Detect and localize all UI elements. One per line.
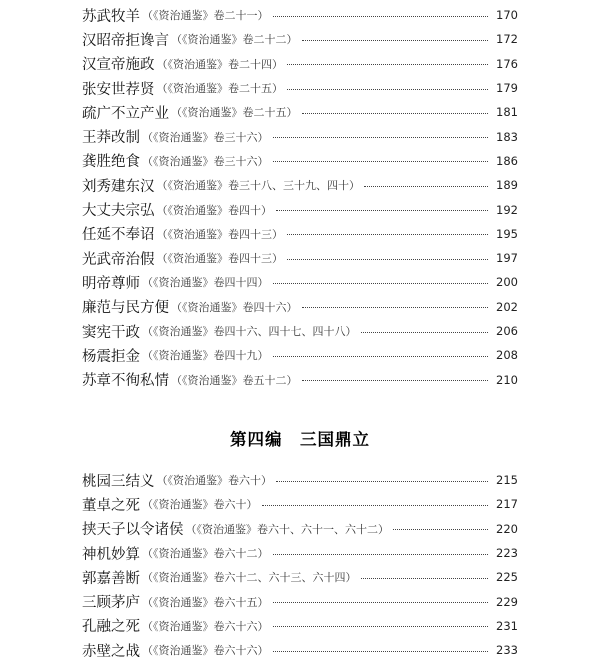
section-heading: 第四编 三国鼎立 xyxy=(230,430,370,449)
entry-title: 挟天子以令诸侯 xyxy=(82,522,184,539)
entry-source: （《资治通鉴》卷二十五） xyxy=(156,82,283,96)
entry-title: 苏武牧羊 xyxy=(82,8,140,25)
dot-leader xyxy=(302,40,489,41)
toc-entry xyxy=(82,100,518,124)
toc-entry xyxy=(82,638,518,662)
entry-page-number: 206 xyxy=(496,324,518,338)
dot-leader xyxy=(361,578,489,579)
entry-page-number: 231 xyxy=(496,618,518,633)
entry-page-number: 202 xyxy=(496,299,518,314)
dot-leader xyxy=(273,356,489,357)
entry-title: 桃园三结义 xyxy=(82,473,155,490)
entry-source: （《资治通鉴》卷六十二、六十三、六十四） xyxy=(142,571,357,585)
dot-leader xyxy=(364,186,488,187)
entry-source: （《资治通鉴》卷四十六） xyxy=(171,300,298,314)
entry-page-number: 176 xyxy=(496,56,518,71)
dot-leader xyxy=(287,234,488,235)
entry-source: （《资治通鉴》卷二十一） xyxy=(142,9,269,23)
dot-leader xyxy=(273,602,489,603)
entry-title: 疏广不立产业 xyxy=(82,105,169,122)
entry-page-number: 183 xyxy=(496,129,518,144)
entry-title: 光武帝治假 xyxy=(82,251,155,268)
toc-entry xyxy=(82,541,518,565)
toc-entry xyxy=(82,319,518,343)
entry-page-number: 197 xyxy=(496,251,518,266)
toc-entry xyxy=(82,52,518,76)
toc-entry xyxy=(82,614,518,638)
entry-source: （《资治通鉴》卷二十二） xyxy=(171,33,298,47)
entry-title: 董卓之死 xyxy=(82,497,140,514)
entry-page-number: 233 xyxy=(496,643,518,658)
toc-entry xyxy=(82,124,518,148)
entry-source: （《资治通鉴》卷三十六） xyxy=(142,154,269,168)
entry-page-number: 220 xyxy=(496,521,518,536)
toc-entry xyxy=(82,295,518,319)
entry-source: （《资治通鉴》卷三十八、三十九、四十） xyxy=(156,179,360,193)
entry-title: 任延不奉诏 xyxy=(82,227,155,244)
entry-title: 廉范与民方便 xyxy=(82,300,169,317)
dot-leader xyxy=(287,89,488,90)
dot-leader xyxy=(273,16,489,17)
entry-page-number: 192 xyxy=(496,202,518,217)
entry-title: 窦宪干政 xyxy=(82,324,140,341)
entry-page-number: 215 xyxy=(496,473,518,488)
dot-leader xyxy=(273,626,489,627)
dot-leader xyxy=(302,307,489,308)
entry-source: （《资治通鉴》卷五十二） xyxy=(171,373,298,387)
entry-title: 三顾茅庐 xyxy=(82,595,140,612)
entry-title: 大丈夫宗弘 xyxy=(82,203,155,220)
dot-leader xyxy=(393,529,488,530)
entry-source: （《资治通鉴》卷六十） xyxy=(142,498,258,512)
entry-source: （《资治通鉴》卷六十二） xyxy=(142,547,269,561)
toc-entry xyxy=(82,149,518,173)
toc-entry xyxy=(82,589,518,613)
entry-page-number: 172 xyxy=(496,32,518,47)
toc-entry xyxy=(82,222,518,246)
entry-source: （《资治通鉴》卷二十四） xyxy=(156,57,283,71)
toc-entry xyxy=(82,76,518,100)
dot-leader xyxy=(302,113,489,114)
toc-list-top xyxy=(82,3,518,392)
toc-entry xyxy=(82,3,518,27)
entry-title: 张安世荐贤 xyxy=(82,81,155,98)
entry-title: 龚胜绝食 xyxy=(82,154,140,171)
entry-page-number: 189 xyxy=(496,178,518,193)
dot-leader xyxy=(276,481,488,482)
dot-leader xyxy=(302,380,489,381)
entry-title: 汉宣帝施政 xyxy=(82,57,155,74)
entry-page-number: 170 xyxy=(496,8,518,23)
entry-source: （《资治通鉴》卷四十三） xyxy=(156,227,283,241)
dot-leader xyxy=(273,651,489,652)
entry-source: （《资治通鉴》卷六十） xyxy=(156,474,272,488)
entry-source: （《资治通鉴》卷六十五） xyxy=(142,595,269,609)
dot-leader xyxy=(273,283,489,284)
entry-page-number: 217 xyxy=(496,497,518,512)
entry-title: 赤壁之战 xyxy=(82,643,140,660)
entry-source: （《资治通鉴》卷三十六） xyxy=(142,130,269,144)
entry-page-number: 186 xyxy=(496,153,518,168)
entry-source: （《资治通鉴》卷四十九） xyxy=(142,349,269,363)
entry-page-number: 210 xyxy=(496,372,518,387)
entry-page-number: 223 xyxy=(496,546,518,561)
entry-source: （《资治通鉴》卷六十六） xyxy=(142,644,269,658)
dot-leader xyxy=(287,64,488,65)
dot-leader xyxy=(276,210,488,211)
entry-title: 孔融之死 xyxy=(82,619,140,636)
entry-page-number: 195 xyxy=(496,226,518,241)
toc-entry xyxy=(82,492,518,516)
toc-entry xyxy=(82,246,518,270)
toc-entry xyxy=(82,343,518,367)
entry-source: （《资治通鉴》卷四十六、四十七、四十八） xyxy=(142,325,357,338)
dot-leader xyxy=(361,332,489,333)
dot-leader xyxy=(273,137,489,138)
toc-entry xyxy=(82,270,518,294)
toc-entry xyxy=(82,173,518,197)
entry-source: （《资治通鉴》卷四十三） xyxy=(156,252,283,266)
entry-title: 汉昭帝拒谗言 xyxy=(82,32,169,49)
toc-entry xyxy=(82,27,518,51)
entry-page-number: 179 xyxy=(496,81,518,96)
entry-title: 杨震拒金 xyxy=(82,348,140,365)
entry-title: 王莽改制 xyxy=(82,130,140,147)
toc-entry xyxy=(82,565,518,589)
entry-source: （《资治通鉴》卷二十五） xyxy=(171,106,298,120)
entry-title: 苏章不徇私情 xyxy=(82,373,169,390)
entry-title: 郭嘉善断 xyxy=(82,570,140,587)
toc-entry xyxy=(82,197,518,221)
entry-title: 明帝尊师 xyxy=(82,275,140,292)
entry-page-number: 181 xyxy=(496,105,518,120)
toc-entry xyxy=(82,468,518,492)
dot-leader xyxy=(273,161,489,162)
entry-page-number: 200 xyxy=(496,275,518,290)
entry-page-number: 208 xyxy=(496,348,518,363)
toc-list-bottom xyxy=(82,468,518,662)
dot-leader xyxy=(273,554,489,555)
entry-source: （《资治通鉴》卷四十四） xyxy=(142,276,269,290)
dot-leader xyxy=(262,505,489,506)
entry-source: （《资治通鉴》卷六十六） xyxy=(142,619,269,633)
toc-entry xyxy=(82,367,518,391)
dot-leader xyxy=(287,259,488,260)
entry-title: 神机妙算 xyxy=(82,546,140,563)
entry-page-number: 225 xyxy=(496,570,518,585)
toc-entry xyxy=(82,517,518,541)
entry-source: （《资治通鉴》卷四十） xyxy=(156,203,272,217)
entry-page-number: 229 xyxy=(496,594,518,609)
entry-title: 刘秀建东汉 xyxy=(82,178,155,195)
entry-source: （《资治通鉴》卷六十、六十一、六十二） xyxy=(185,522,389,536)
